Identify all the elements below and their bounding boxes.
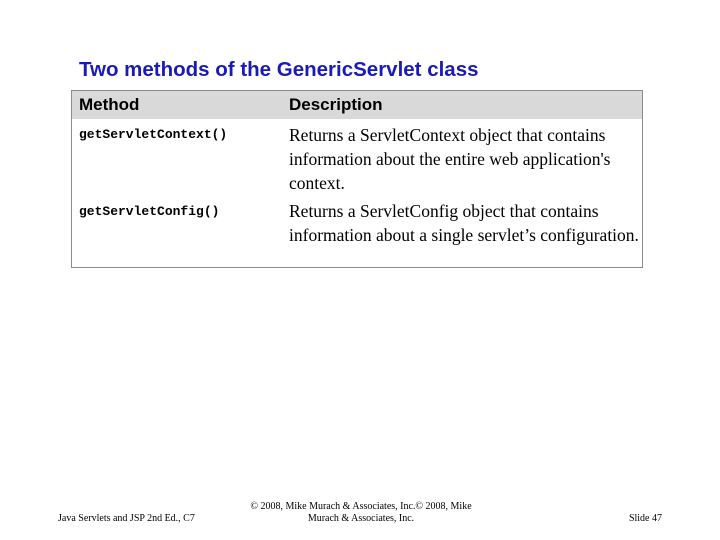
method-column-header: Method — [79, 95, 140, 114]
slide-title: Two methods of the GenericServlet class — [79, 58, 479, 81]
methods-table — [71, 90, 643, 268]
method-name-get-servlet-config: getServletConfig() — [79, 204, 220, 219]
method-description-get-servlet-config: Returns a ServletConfig object that contains information about a single servlet’s configuration. — [289, 201, 639, 245]
footer-book-title: Java Servlets and JSP 2nd Ed., C7 — [58, 513, 195, 524]
description-column-header: Description — [289, 95, 383, 114]
footer-copyright: © 2008, Mike Murach & Associates, Inc.© 2008, Mike Murach & Associates, Inc. — [250, 501, 472, 524]
footer-slide-number: Slide 47 — [628, 513, 662, 524]
method-description-get-servlet-context: Returns a ServletContext object that contains information about the entire web application's context. — [289, 125, 611, 193]
method-name-get-servlet-context: getServletContext() — [79, 127, 228, 142]
table-header-row — [72, 91, 642, 119]
